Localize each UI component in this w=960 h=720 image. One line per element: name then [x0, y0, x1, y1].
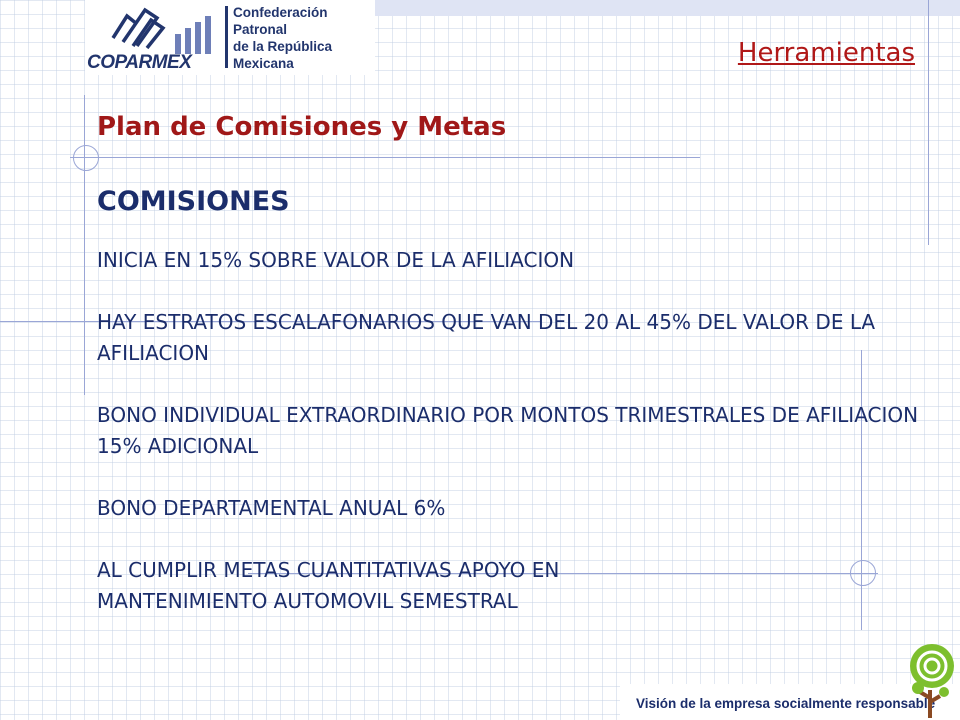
- decoration-circle: [73, 145, 99, 171]
- logo-line: Confederación: [233, 5, 328, 20]
- footer-tagline: Visión de la empresa socialmente responsable: [636, 696, 936, 711]
- herramientas-link[interactable]: Herramientas: [737, 38, 915, 68]
- plan-title: Plan de Comisiones y Metas: [97, 112, 507, 142]
- logo-line: Patronal: [233, 22, 288, 37]
- commission-item: AL CUMPLIR METAS CUANTITATIVAS APOYO EN MANTENIMIENTO AUTOMOVIL SEMESTRAL: [97, 558, 560, 613]
- commission-item: BONO INDIVIDUAL EXTRAORDINARIO POR MONTOS TRIMESTRALES DE AFILIACION 15% ADICIONAL: [97, 403, 919, 458]
- tree-logo-icon: [900, 640, 960, 720]
- coparmex-logo-icon: [93, 2, 223, 57]
- commission-item: INICIA EN 15% SOBRE VALOR DE LA AFILIACION: [97, 248, 575, 272]
- slide-content: [97, 112, 937, 617]
- logo-line: de la República: [233, 39, 333, 54]
- commission-item: HAY ESTRATOS ESCALAFONARIOS QUE VAN DEL 20 AL 45% DEL VALOR DE LA AFILIACION: [97, 310, 876, 365]
- coparmex-logo: [85, 0, 375, 75]
- top-decoration-band: [350, 0, 960, 16]
- logo-text: [233, 4, 332, 72]
- logo-wordmark: COPARMEX: [87, 52, 192, 73]
- commission-item: BONO DEPARTAMENTAL ANUAL 6%: [97, 496, 446, 520]
- commissions-heading: COMISIONES: [97, 186, 290, 217]
- logo-line: Mexicana: [233, 56, 294, 71]
- logo-divider: [225, 6, 228, 68]
- decoration-line: [84, 95, 85, 395]
